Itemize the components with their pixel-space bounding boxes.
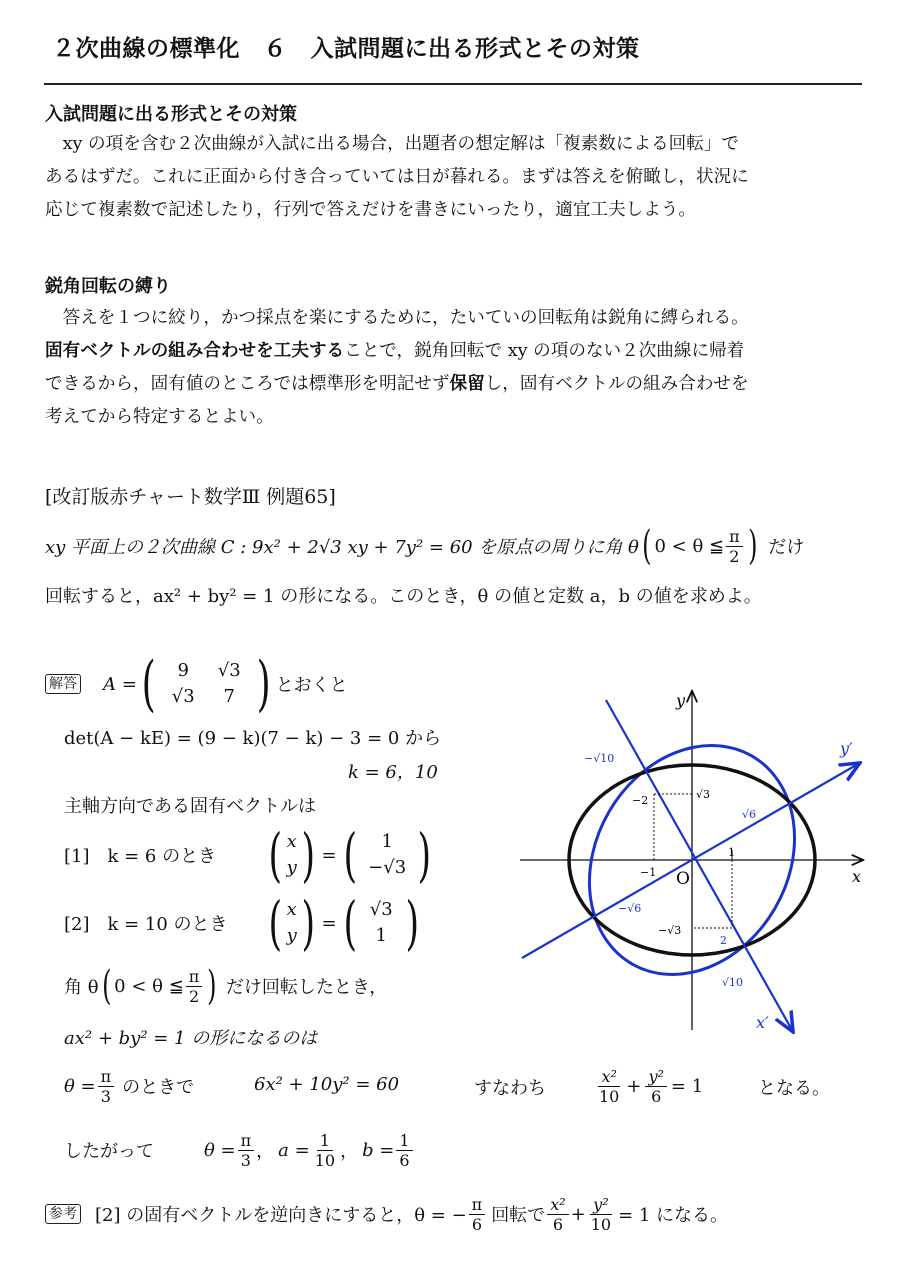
- label-neg-2: −2: [632, 794, 649, 807]
- vector-xy: x y: [286, 899, 297, 946]
- text-span: 角 θ: [64, 977, 99, 998]
- fraction-pi-over-3: $\frac{\pi}{3}$: [238, 1131, 255, 1170]
- case-2-row: [2] k = 10 のとき ( x y ) = ( √3 1 ): [64, 889, 420, 957]
- note-row: 参考 [2] の固有ベクトルを逆向きにすると，θ = − $\frac{\pi}{6}$ 回転で $\frac{\text{x²}}{6}$ + $\frac{\text{y²}}{10}$ = 1 になる。: [45, 1188, 728, 1240]
- determinant-equation: det(A − kE) = (9 − k)(7 − k) − 3 = 0 から: [64, 728, 442, 749]
- paragraph-line: xy の項を含む２次曲線が入試に出る場合，出題者の想定解は「複素数による回転」で: [45, 134, 740, 154]
- text-span: [2] の固有ベクトルを逆向きにすると，θ = −: [95, 1205, 467, 1226]
- y-prime-axis: [522, 764, 858, 958]
- fraction-pi-over-3: $\frac{\pi}{3}$: [98, 1067, 115, 1106]
- paren-right: ): [207, 963, 217, 1009]
- solution-matrix-line: [45, 649, 348, 719]
- paren-left: (: [268, 889, 283, 957]
- text-span: だけ: [768, 537, 805, 558]
- x-prime-axis: [606, 700, 792, 1030]
- title-divider: [44, 83, 862, 85]
- text-span: 回転で: [491, 1205, 546, 1226]
- fraction-y2-over-6: $\frac{\text{y²}}{6}$: [645, 1067, 666, 1106]
- fraction-a-value: $\frac{1}{10}$: [314, 1130, 336, 1170]
- emphasis-text: 保留: [449, 374, 485, 394]
- y-axis-label: y: [676, 691, 686, 710]
- problem-equation: xy 平面上の２次曲線 C : 9x² + 2√3 xy + 7y² = 60 を原点の周りに角 θ: [45, 537, 639, 558]
- paragraph-line: 考えてから特定するとよい。: [45, 407, 274, 427]
- paren-left: (: [101, 963, 112, 1009]
- text-span: できるから，固有値のところでは標準形を明記せず: [45, 374, 450, 394]
- case-1-row: [1] k = 6 のとき ( x y ) = ( 1 −√3 ): [64, 821, 432, 889]
- rotation-condition: [64, 962, 387, 1010]
- paren-left: (: [343, 821, 357, 889]
- paren-left: (: [141, 649, 156, 719]
- fraction-pi-over-6: $\frac{\pi}{6}$: [469, 1195, 486, 1234]
- case-1-label: [1] k = 6 のとき: [64, 846, 217, 867]
- theta-value: θ = $\frac{\pi}{3}$ のときで: [64, 1066, 195, 1106]
- text-span: し，固有ベクトルの組み合わせを: [484, 374, 749, 394]
- problem-statement-line2: 回転すると，ax² + by² = 1 の形になる。このとき，θ の値と定数 a，b の値を求めよ。: [45, 586, 762, 607]
- problem-source: [改訂版赤チャート数学Ⅲ 例題65]: [45, 486, 336, 508]
- solution-tag: 解答: [45, 674, 81, 694]
- x-prime-label: x′: [756, 1013, 769, 1032]
- paragraph-line: 答えを１つに絞り，かつ採点を楽にするために，たいていの回転角は鋭角に縛られる。: [45, 308, 749, 328]
- angle-condition: 0 < θ ≦: [114, 975, 184, 997]
- eigenvector-1: 1 −√3: [368, 831, 407, 878]
- text-span: とおくと: [275, 675, 348, 696]
- text-span: だけ回転したとき，: [225, 977, 388, 998]
- paren-right: ): [405, 889, 420, 957]
- label-neg-sqrt3: −√3: [658, 924, 682, 937]
- final-answer-row: したがって θ = $\frac{\pi}{3}$ ， a = $\frac{1}{10}$ ， b = $\frac{1}{6}$: [64, 1124, 415, 1176]
- label-2: 2: [720, 934, 727, 947]
- fraction-x2-over-6: $\frac{\text{x²}}{6}$: [547, 1195, 568, 1234]
- conic-graph: [500, 680, 880, 1040]
- text-span: ことで，鋭角回転で xy の項のない２次曲線に帰着: [344, 341, 745, 361]
- problem-statement-line1: [45, 524, 804, 568]
- origin-label: O: [676, 869, 690, 889]
- eigenvector-2: √3 1: [369, 899, 393, 946]
- label-neg-sqrt6: −√6: [618, 902, 642, 915]
- label-neg-1: −1: [640, 866, 657, 879]
- label-1: 1: [728, 846, 735, 859]
- fraction-b-value: $\frac{1}{6}$: [396, 1131, 412, 1170]
- case-2-label: [2] k = 10 のとき: [64, 914, 228, 935]
- paren-right: ): [301, 821, 315, 889]
- form-condition: ax² + by² = 1 の形になるのは: [64, 1028, 318, 1049]
- angle-condition: 0 < θ ≦: [654, 535, 725, 557]
- section-body-exam-format: [45, 128, 865, 227]
- standard-form-equation: 6x² + 10y² = 60: [254, 1074, 400, 1095]
- paragraph-line: [45, 368, 865, 401]
- paragraph-line: [45, 335, 865, 368]
- eigenvalues: k = 6，10: [348, 762, 438, 783]
- emphasis-text: 固有ベクトルの組み合わせを工夫する: [45, 341, 345, 361]
- paren-left: (: [268, 821, 283, 889]
- section-heading-exam-format: 入試問題に出る形式とその対策: [45, 104, 297, 125]
- y-prime-label: y′: [840, 739, 853, 758]
- section-body-acute-rotation: [45, 302, 865, 434]
- x-axis-label: x: [852, 867, 862, 886]
- paren-right: ): [301, 889, 315, 957]
- matrix-A: 9 √3 √3 7: [171, 660, 241, 707]
- fraction-x2-over-10: $\frac{\text{x²}}{10}$: [599, 1066, 620, 1106]
- fraction-pi-over-2: $\frac{\pi}{2}$: [726, 527, 743, 566]
- paragraph-line: あるはずだ。これに正面から付き合っていては日が暮れる。まずは答えを俯瞰し，状況に: [45, 167, 749, 187]
- normalized-equation: $\frac{\text{x²}}{10}$ + $\frac{\text{y²}}{6}$ = 1: [594, 1062, 703, 1110]
- paren-right: ): [747, 523, 758, 569]
- text-span: したがって: [64, 1141, 154, 1162]
- text-span: = 1 になる。: [618, 1205, 729, 1226]
- section-heading-acute-rotation: 鋭角回転の縛り: [45, 276, 171, 297]
- paren-left: (: [343, 889, 357, 957]
- paragraph-line: 応じて複素数で記述したり，行列で答えだけを書きにいったり，適宜工夫しよう。: [45, 200, 696, 220]
- paren-right: ): [417, 821, 432, 889]
- paren-right: ): [256, 649, 271, 719]
- fraction-pi-over-2: $\frac{\pi}{2}$: [186, 967, 203, 1006]
- label-sqrt10: √10: [722, 976, 744, 989]
- vector-xy: x y: [286, 831, 297, 878]
- note-tag: 参考: [45, 1204, 81, 1224]
- label-neg-sqrt10: −√10: [584, 752, 615, 765]
- text-span: となる。: [758, 1078, 830, 1099]
- paren-left: (: [642, 523, 652, 569]
- fraction-y2-over-10: $\frac{\text{y²}}{10}$: [590, 1194, 612, 1234]
- label-sqrt3: √3: [696, 788, 711, 801]
- theta-result-row: [64, 1062, 864, 1110]
- text-span: すなわち: [474, 1078, 546, 1099]
- matrix-label: A =: [103, 673, 137, 695]
- page-title: ２次曲線の標準化 ６ 入試問題に出る形式とその対策: [52, 36, 640, 62]
- label-sqrt6: √6: [742, 808, 757, 821]
- eigenvector-intro: 主軸方向である固有ベクトルは: [64, 796, 316, 817]
